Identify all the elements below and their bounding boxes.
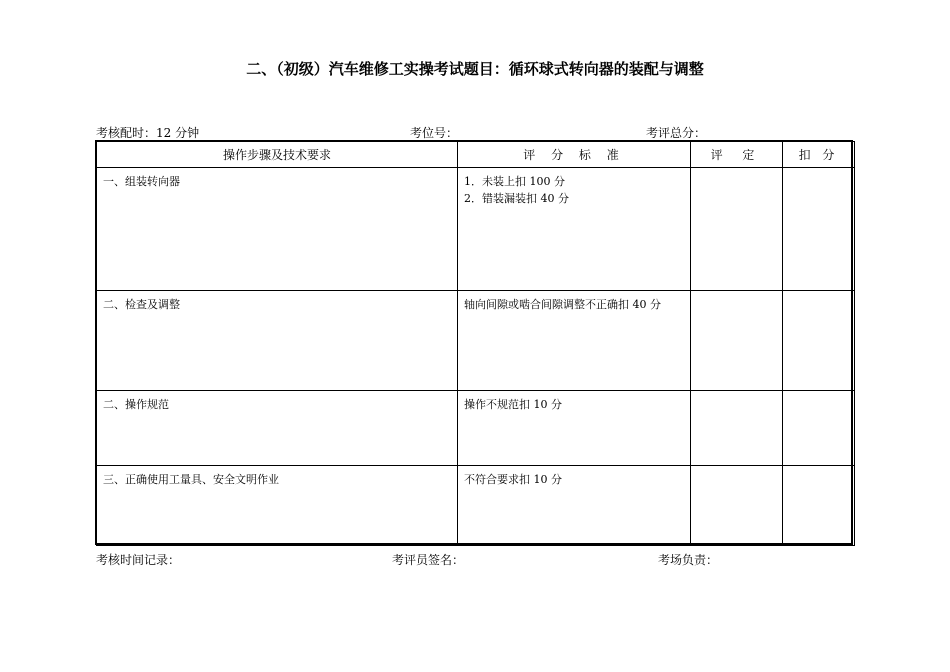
assessment-cell[interactable] [691, 391, 783, 466]
time-allotted: 考核配时：12 分钟 [96, 126, 200, 140]
criteria-text: 不符合要求扣 10 分 [464, 473, 562, 486]
header-steps: 操作步骤及技术要求 [97, 142, 458, 168]
header-criteria: 评 分 标 准 [458, 142, 691, 168]
station-number: 考位号： [410, 126, 459, 140]
assessment-cell[interactable] [691, 168, 783, 291]
step-text: 一、组装转向器 [103, 175, 180, 188]
table-header-row [97, 142, 855, 168]
table-row [97, 291, 855, 391]
step-cell [97, 391, 458, 466]
footer-examiner-signature: 考评员签名： [392, 553, 465, 567]
step-cell [97, 466, 458, 546]
header-deduction: 扣 分 [783, 142, 855, 168]
page-title: 二、（初级）汽车维修工实操考试题目：循环球式转向器的装配与调整 [246, 60, 704, 78]
step-text: 三、正确使用工量具、安全文明作业 [103, 473, 279, 486]
table-row [97, 466, 855, 546]
deduction-cell[interactable] [783, 391, 855, 466]
step-text: 二、检查及调整 [103, 298, 180, 311]
header-assessment: 评 定 [691, 142, 783, 168]
criteria-text: 操作不规范扣 10 分 [464, 398, 562, 411]
criteria-cell [458, 391, 691, 466]
assessment-cell[interactable] [691, 466, 783, 546]
table-row [97, 391, 855, 466]
scoring-table [96, 141, 855, 546]
step-cell [97, 168, 458, 291]
footer-site-manager: 考场负责： [658, 553, 719, 567]
criteria-text: 1．未装上扣 100 分 [464, 175, 565, 188]
assessment-cell[interactable] [691, 291, 783, 391]
criteria-cell [458, 291, 691, 391]
deduction-cell[interactable] [783, 291, 855, 391]
step-cell [97, 291, 458, 391]
footer-time-record: 考核时间记录： [96, 553, 181, 567]
total-score: 考评总分： [646, 126, 707, 140]
deduction-cell[interactable] [783, 168, 855, 291]
criteria-text: 轴向间隙或啮合间隙调整不正确扣 40 分 [464, 298, 661, 311]
table-row [97, 168, 855, 291]
step-text: 二、操作规范 [103, 398, 169, 411]
criteria-text: 2．错装漏装扣 40 分 [464, 192, 569, 205]
criteria-cell [458, 466, 691, 546]
criteria-cell [458, 168, 691, 291]
deduction-cell[interactable] [783, 466, 855, 546]
